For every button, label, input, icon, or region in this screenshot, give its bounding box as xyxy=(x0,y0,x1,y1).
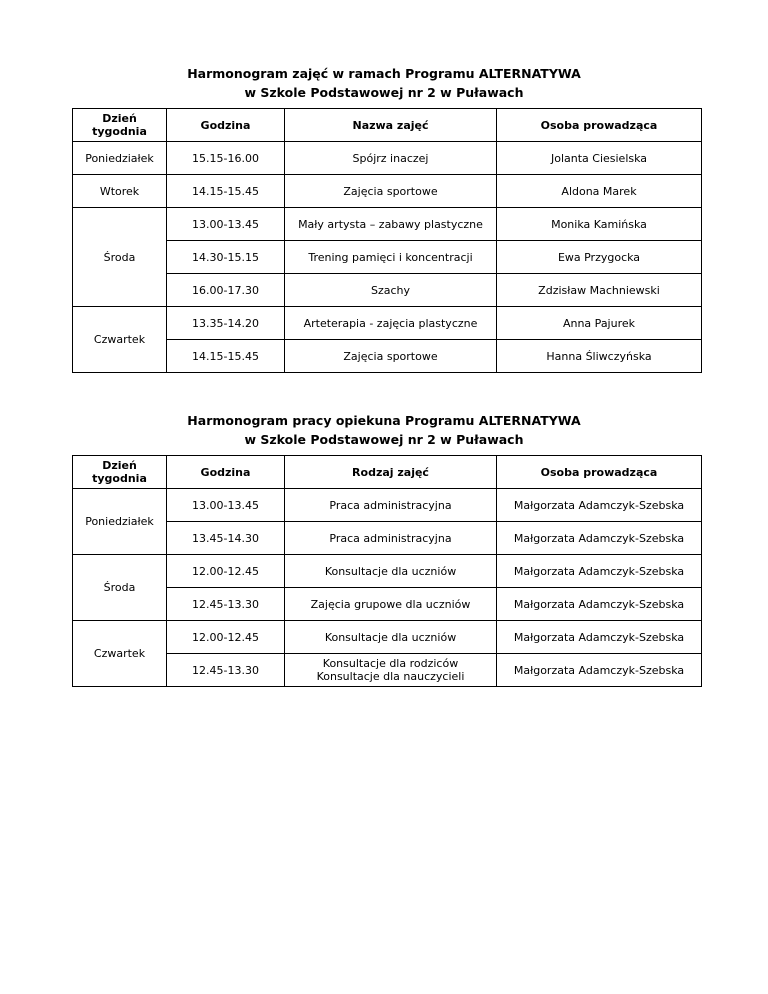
table-row xyxy=(73,175,702,208)
day-cell: Czwartek xyxy=(73,621,167,687)
table1-title xyxy=(0,64,768,102)
activity-cell: Arteterapia - zajęcia plastyczne xyxy=(285,307,497,340)
header-time: Godzina xyxy=(167,456,285,489)
person-cell: Ewa Przygocka xyxy=(497,241,702,274)
header-activity: Nazwa zajęć xyxy=(285,109,497,142)
header-time: Godzina xyxy=(167,109,285,142)
caretaker-schedule-table xyxy=(72,455,702,687)
day-cell: Poniedziałek xyxy=(73,142,167,175)
activity-cell: Praca administracyjna xyxy=(285,522,497,555)
person-cell: Jolanta Ciesielska xyxy=(497,142,702,175)
table-row xyxy=(73,588,702,621)
time-cell: 13.45-14.30 xyxy=(167,522,285,555)
person-cell: Małgorzata Adamczyk-Szebska xyxy=(497,588,702,621)
table-row xyxy=(73,241,702,274)
classes-schedule-table xyxy=(72,108,702,373)
table-row xyxy=(73,340,702,373)
header-day: Dzień tygodnia xyxy=(73,456,167,489)
table-row xyxy=(73,142,702,175)
table-header-row xyxy=(73,456,702,489)
person-cell: Hanna Śliwczyńska xyxy=(497,340,702,373)
time-cell: 12.00-12.45 xyxy=(167,555,285,588)
table-row xyxy=(73,621,702,654)
activity-cell: Mały artysta – zabawy plastyczne xyxy=(285,208,497,241)
time-cell: 16.00-17.30 xyxy=(167,274,285,307)
table2-title-line1: Harmonogram pracy opiekuna Programu ALTERNATYWA xyxy=(187,413,581,428)
person-cell: Anna Pajurek xyxy=(497,307,702,340)
activity-cell: Praca administracyjna xyxy=(285,489,497,522)
activity-cell: Zajęcia grupowe dla uczniów xyxy=(285,588,497,621)
time-cell: 14.15-15.45 xyxy=(167,340,285,373)
table2-title xyxy=(0,411,768,449)
person-cell: Monika Kamińska xyxy=(497,208,702,241)
time-cell: 15.15-16.00 xyxy=(167,142,285,175)
table-row xyxy=(73,307,702,340)
time-cell: 13.35-14.20 xyxy=(167,307,285,340)
day-cell: Środa xyxy=(73,208,167,307)
header-person: Osoba prowadząca xyxy=(497,456,702,489)
table-row xyxy=(73,555,702,588)
day-cell: Czwartek xyxy=(73,307,167,373)
table-row xyxy=(73,489,702,522)
person-cell: Małgorzata Adamczyk-Szebska xyxy=(497,654,702,687)
time-cell: 14.15-15.45 xyxy=(167,175,285,208)
person-cell: Małgorzata Adamczyk-Szebska xyxy=(497,522,702,555)
time-cell: 13.00-13.45 xyxy=(167,489,285,522)
table2-title-line2: w Szkole Podstawowej nr 2 w Puławach xyxy=(244,432,524,447)
header-activity-type: Rodzaj zajęć xyxy=(285,456,497,489)
activity-cell: Zajęcia sportowe xyxy=(285,175,497,208)
activity-cell: Trening pamięci i koncentracji xyxy=(285,241,497,274)
activity-cell: Zajęcia sportowe xyxy=(285,340,497,373)
time-cell: 12.45-13.30 xyxy=(167,588,285,621)
person-cell: Małgorzata Adamczyk-Szebska xyxy=(497,555,702,588)
table-row xyxy=(73,654,702,687)
table1-title-line2: w Szkole Podstawowej nr 2 w Puławach xyxy=(244,85,524,100)
day-cell: Środa xyxy=(73,555,167,621)
time-cell: 12.00-12.45 xyxy=(167,621,285,654)
table-row xyxy=(73,274,702,307)
header-person: Osoba prowadząca xyxy=(497,109,702,142)
activity-cell: Szachy xyxy=(285,274,497,307)
activity-cell: Konsultacje dla uczniów xyxy=(285,621,497,654)
activity-cell: Spójrz inaczej xyxy=(285,142,497,175)
time-cell: 13.00-13.45 xyxy=(167,208,285,241)
header-day: Dzień tygodnia xyxy=(73,109,167,142)
table-header-row xyxy=(73,109,702,142)
person-cell: Zdzisław Machniewski xyxy=(497,274,702,307)
person-cell: Aldona Marek xyxy=(497,175,702,208)
time-cell: 12.45-13.30 xyxy=(167,654,285,687)
time-cell: 14.30-15.15 xyxy=(167,241,285,274)
activity-cell: Konsultacje dla rodziców Konsultacje dla nauczycieli xyxy=(285,654,497,687)
table-row xyxy=(73,208,702,241)
table-row xyxy=(73,522,702,555)
person-cell: Małgorzata Adamczyk-Szebska xyxy=(497,621,702,654)
day-cell: Wtorek xyxy=(73,175,167,208)
person-cell: Małgorzata Adamczyk-Szebska xyxy=(497,489,702,522)
day-cell: Poniedziałek xyxy=(73,489,167,555)
table1-title-line1: Harmonogram zajęć w ramach Programu ALTERNATYWA xyxy=(187,66,581,81)
activity-cell: Konsultacje dla uczniów xyxy=(285,555,497,588)
